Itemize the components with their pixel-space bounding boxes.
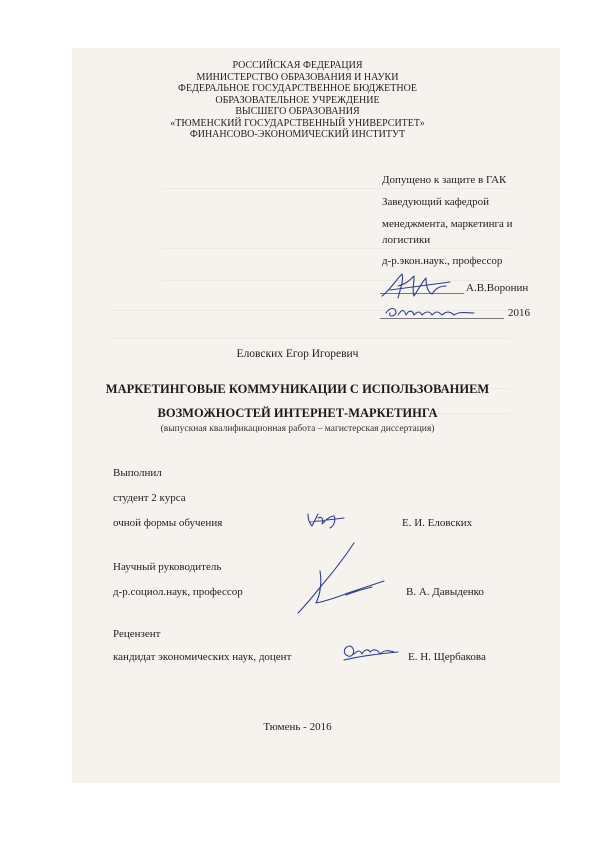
performer-label: Выполнил — [113, 467, 162, 479]
head-degree: д-р.экон.наук., профессор — [382, 255, 503, 267]
city-year: Тюмень - 2016 — [263, 721, 332, 733]
head-name: А.В.Воронин — [466, 282, 529, 294]
date-handwriting — [384, 301, 484, 323]
reviewer-name: Е. Н. Щербакова — [408, 651, 486, 663]
header-line: ФЕДЕРАЛЬНОЕ ГОСУДАРСТВЕННОЕ БЮДЖЕТНОЕ — [178, 83, 417, 94]
reviewer-degree: кандидат экономических наук, доцент — [113, 651, 292, 663]
admitted-text: Допущено к защите в ГАК — [382, 174, 507, 186]
reviewer-label: Рецензент — [113, 628, 161, 640]
thesis-title-line-1: МАРКЕТИНГОВЫЕ КОММУНИКАЦИИ С ИСПОЛЬЗОВАНИЕМ — [105, 382, 490, 396]
bleed-through-line — [112, 338, 510, 339]
thesis-title-line-2: ВОЗМОЖНОСТЕЙ ИНТЕРНЕТ-МАРКЕТИНГА — [157, 406, 438, 420]
thesis-title — [0, 377, 595, 425]
header-line: «ТЮМЕНСКИЙ ГОСУДАРСТВЕННЫЙ УНИВЕРСИТЕТ» — [170, 117, 425, 129]
header-line: ВЫСШЕГО ОБРАЗОВАНИЯ — [235, 106, 360, 117]
department-name-line-2: логистики — [382, 234, 431, 246]
supervisor-degree: д-р.социол.наук, профессор — [113, 586, 243, 598]
approval-block — [382, 172, 513, 270]
performer-signature — [304, 508, 350, 530]
institution-header — [0, 60, 595, 141]
head-signature — [380, 272, 470, 302]
approval-year: 2016 — [508, 307, 530, 319]
header-line: ОБРАЗОВАТЕЛЬНОЕ УЧРЕЖДЕНИЕ — [215, 94, 380, 106]
work-type: (выпускная квалификационная работа – магистерская диссертация) — [160, 424, 435, 434]
performer-study-form: очной формы обучения — [113, 517, 223, 529]
supervisor-label: Научный руководитель — [113, 561, 222, 573]
header-line: МИНИСТЕРСТВО ОБРАЗОВАНИЯ И НАУКИ — [196, 71, 399, 83]
header-line: РОССИЙСКАЯ ФЕДЕРАЦИЯ — [232, 60, 363, 71]
author-name: Еловских Егор Игоревич — [236, 348, 359, 360]
supervisor-signature — [286, 541, 396, 621]
performer-name: Е. И. Еловских — [402, 517, 473, 529]
performer-course: студент 2 курса — [113, 492, 186, 504]
department-name-line-1: менеджмента, маркетинга и — [382, 218, 513, 230]
supervisor-name: В. А. Давыденко — [406, 586, 484, 598]
reviewer-signature — [340, 640, 402, 666]
header-line: ФИНАНСОВО-ЭКОНОМИЧЕСКИЙ ИНСТИТУТ — [189, 129, 406, 140]
head-of-department-label: Заведующий кафедрой — [382, 196, 489, 208]
